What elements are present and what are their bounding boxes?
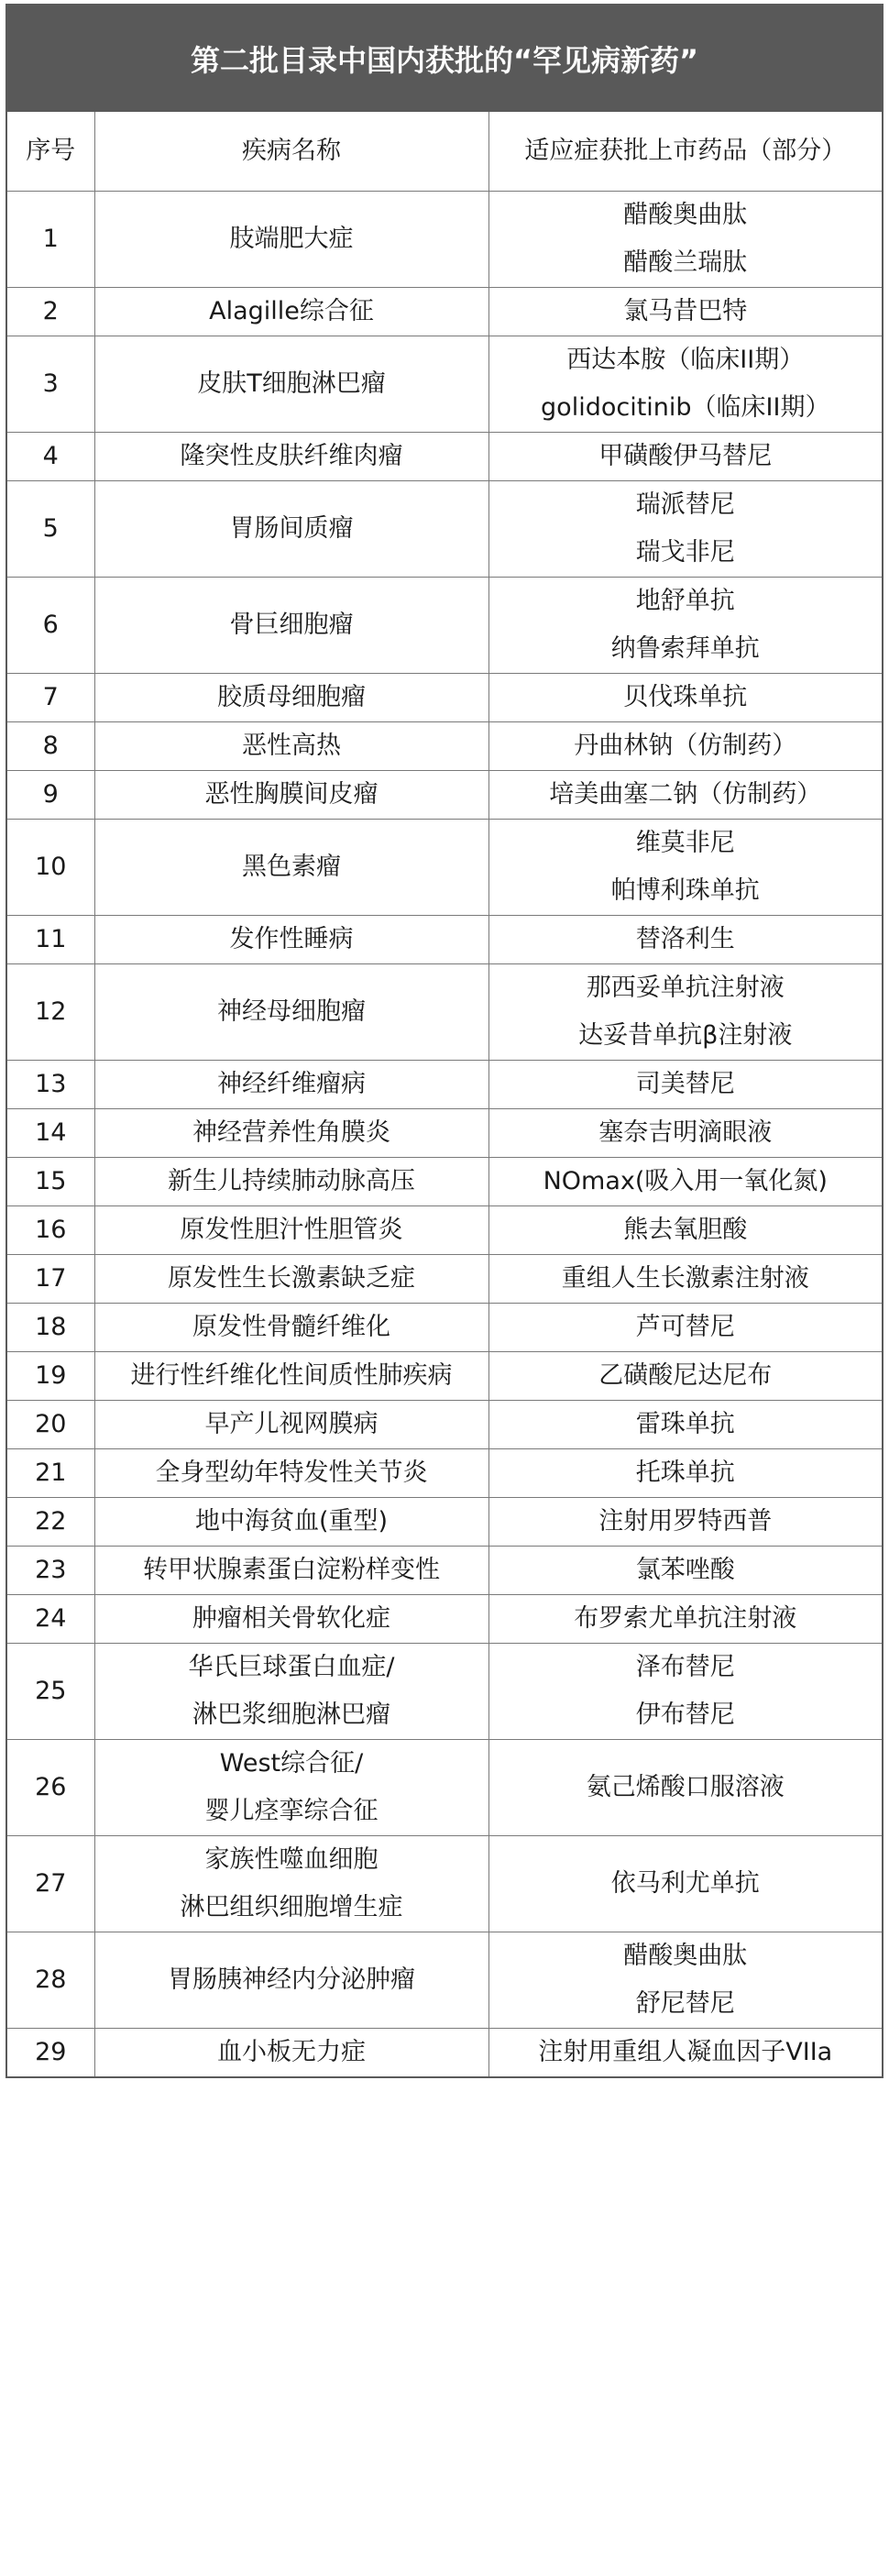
drug-name: 瑞派替尼 xyxy=(635,490,735,519)
row-number: 16 xyxy=(7,1206,94,1255)
approved-drugs-cell xyxy=(488,1932,882,2029)
row-number: 28 xyxy=(7,1932,94,2029)
disease-name: 胶质母细胞瘤 xyxy=(217,683,366,711)
disease-name-cell xyxy=(94,674,488,722)
drug-name: 培美曲塞二钠（仿制药） xyxy=(549,780,822,809)
approved-drugs-cell xyxy=(488,481,882,578)
table-row xyxy=(7,1352,882,1401)
row-number: 23 xyxy=(7,1547,94,1595)
drug-name: 乙磺酸尼达尼布 xyxy=(598,1361,773,1390)
disease-name: 转甲状腺素蛋白淀粉样变性 xyxy=(143,1556,440,1584)
disease-name-cell xyxy=(94,722,488,771)
disease-name-cell xyxy=(94,820,488,916)
disease-name-cell xyxy=(94,1304,488,1352)
approved-drugs-cell xyxy=(488,192,882,288)
approved-drugs-cell xyxy=(488,1401,882,1449)
disease-name-cell xyxy=(94,192,488,288)
approved-drugs-cell xyxy=(488,578,882,674)
table-row xyxy=(7,820,882,916)
row-number: 11 xyxy=(7,916,94,964)
drug-name: 重组人生长激素注射液 xyxy=(561,1264,809,1293)
table-row xyxy=(7,1932,882,2029)
table-row xyxy=(7,1206,882,1255)
drug-table xyxy=(7,112,882,2076)
row-number: 13 xyxy=(7,1061,94,1109)
drug-name: 伊布替尼 xyxy=(635,1701,735,1729)
disease-name: 发作性睡病 xyxy=(229,925,354,953)
disease-name: 恶性胸膜间皮瘤 xyxy=(204,780,379,809)
row-number: 5 xyxy=(7,481,94,578)
table-row xyxy=(7,722,882,771)
disease-name: 神经母细胞瘤 xyxy=(217,997,366,1026)
disease-name-cell xyxy=(94,1644,488,1740)
table-row xyxy=(7,1740,882,1836)
drug-name: 舒尼替尼 xyxy=(635,1989,735,2018)
table-row xyxy=(7,1836,882,1932)
drug-name: NOmax(吸入用一氧化氮) xyxy=(543,1167,828,1195)
header-disease-name: 疾病名称 xyxy=(94,112,488,192)
disease-name-cell xyxy=(94,964,488,1061)
drug-name: 注射用罗特西普 xyxy=(598,1507,773,1536)
table-row xyxy=(7,288,882,336)
disease-name: 家族性噬血细胞 xyxy=(204,1845,379,1874)
approved-drugs-cell xyxy=(488,1595,882,1644)
drug-name: 塞奈吉明滴眼液 xyxy=(598,1118,773,1147)
row-number: 19 xyxy=(7,1352,94,1401)
disease-name: 胃肠胰神经内分泌肿瘤 xyxy=(168,1965,415,1994)
drug-name: 醋酸奥曲肽 xyxy=(623,1942,748,1970)
drug-name: 醋酸兰瑞肽 xyxy=(623,248,748,277)
table-row xyxy=(7,1109,882,1158)
disease-name-cell xyxy=(94,433,488,481)
approved-drugs-cell xyxy=(488,1498,882,1547)
disease-name-cell xyxy=(94,1061,488,1109)
drug-name: 替洛利生 xyxy=(635,925,735,953)
row-number: 7 xyxy=(7,674,94,722)
disease-name-cell xyxy=(94,1401,488,1449)
approved-drugs-cell xyxy=(488,820,882,916)
drug-name: 纳鲁索拜单抗 xyxy=(610,634,760,663)
drug-name: 泽布替尼 xyxy=(635,1653,735,1681)
table-row xyxy=(7,1061,882,1109)
disease-name: Alagille综合征 xyxy=(209,297,374,325)
row-number: 10 xyxy=(7,820,94,916)
row-number: 27 xyxy=(7,1836,94,1932)
row-number: 9 xyxy=(7,771,94,820)
approved-drugs-cell xyxy=(488,1449,882,1498)
table-row xyxy=(7,1547,882,1595)
table-row xyxy=(7,1595,882,1644)
table-row xyxy=(7,1401,882,1449)
disease-name: 皮肤T细胞淋巴瘤 xyxy=(197,369,386,398)
table-row xyxy=(7,964,882,1061)
header-row xyxy=(7,112,882,192)
disease-name: 原发性胆汁性胆管炎 xyxy=(180,1216,403,1244)
approved-drugs-cell xyxy=(488,1109,882,1158)
approved-drugs-cell xyxy=(488,1061,882,1109)
approved-drugs-cell xyxy=(488,916,882,964)
row-number: 2 xyxy=(7,288,94,336)
disease-name-cell xyxy=(94,2029,488,2077)
table-row xyxy=(7,578,882,674)
disease-name-cell xyxy=(94,916,488,964)
table-row xyxy=(7,2029,882,2077)
table-body xyxy=(7,192,882,2077)
table-row xyxy=(7,1644,882,1740)
row-number: 3 xyxy=(7,336,94,433)
disease-name: 神经营养性角膜炎 xyxy=(192,1118,390,1147)
table-title: 第二批目录中国内获批的“罕见病新药” xyxy=(7,6,882,112)
table-row xyxy=(7,1449,882,1498)
row-number: 22 xyxy=(7,1498,94,1547)
disease-name: 新生儿持续肺动脉高压 xyxy=(168,1167,415,1195)
drug-name: 达妥昔单抗β注射液 xyxy=(578,1021,793,1050)
disease-name: 原发性生长激素缺乏症 xyxy=(168,1264,415,1293)
row-number: 18 xyxy=(7,1304,94,1352)
disease-name-cell xyxy=(94,1352,488,1401)
row-number: 21 xyxy=(7,1449,94,1498)
drug-name: 氨己烯酸口服溶液 xyxy=(586,1773,785,1801)
header-approved-drugs: 适应症获批上市药品（部分） xyxy=(488,112,882,192)
disease-name-cell xyxy=(94,578,488,674)
disease-name: 早产儿视网膜病 xyxy=(204,1410,379,1438)
table-row xyxy=(7,336,882,433)
disease-name-cell xyxy=(94,1109,488,1158)
drug-name: 注射用重组人凝血因子VIIa xyxy=(538,2038,833,2066)
table-row xyxy=(7,1158,882,1206)
row-number: 29 xyxy=(7,2029,94,2077)
disease-name: 全身型幼年特发性关节炎 xyxy=(155,1459,428,1487)
disease-name: 华氏巨球蛋白血症/ xyxy=(188,1653,395,1681)
row-number: 8 xyxy=(7,722,94,771)
row-number: 24 xyxy=(7,1595,94,1644)
disease-name-cell xyxy=(94,1158,488,1206)
approved-drugs-cell xyxy=(488,433,882,481)
disease-name-cell xyxy=(94,1836,488,1932)
table-row xyxy=(7,916,882,964)
disease-name-cell xyxy=(94,1595,488,1644)
row-number: 4 xyxy=(7,433,94,481)
row-number: 20 xyxy=(7,1401,94,1449)
approved-drugs-cell xyxy=(488,336,882,433)
approved-drugs-cell xyxy=(488,1255,882,1304)
drug-name: 雷珠单抗 xyxy=(635,1410,735,1438)
disease-name-cell xyxy=(94,1449,488,1498)
row-number: 6 xyxy=(7,578,94,674)
rare-disease-drug-table-card xyxy=(5,4,884,2078)
approved-drugs-cell xyxy=(488,771,882,820)
drug-name: 熊去氧胆酸 xyxy=(623,1216,748,1244)
header-number: 序号 xyxy=(7,112,94,192)
approved-drugs-cell xyxy=(488,674,882,722)
disease-name-cell xyxy=(94,1255,488,1304)
disease-name: 地中海贫血(重型) xyxy=(194,1507,389,1536)
disease-name: 原发性骨髓纤维化 xyxy=(192,1313,390,1341)
approved-drugs-cell xyxy=(488,1836,882,1932)
disease-name: 婴儿痉挛综合征 xyxy=(204,1797,379,1825)
table-row xyxy=(7,771,882,820)
approved-drugs-cell xyxy=(488,1352,882,1401)
disease-name-cell xyxy=(94,1932,488,2029)
table-row xyxy=(7,481,882,578)
drug-name: 甲磺酸伊马替尼 xyxy=(598,442,773,470)
row-number: 15 xyxy=(7,1158,94,1206)
table-row xyxy=(7,192,882,288)
disease-name: West综合征/ xyxy=(219,1749,364,1778)
disease-name: 肢端肥大症 xyxy=(229,225,354,253)
disease-name: 黑色素瘤 xyxy=(242,853,341,881)
approved-drugs-cell xyxy=(488,2029,882,2077)
disease-name-cell xyxy=(94,1206,488,1255)
drug-name: 丹曲林钠（仿制药） xyxy=(574,732,797,760)
drug-name: 氯马昔巴特 xyxy=(623,297,748,325)
disease-name: 进行性纤维化性间质性肺疾病 xyxy=(130,1361,453,1390)
drug-name: 贝伐珠单抗 xyxy=(623,683,748,711)
disease-name: 淋巴组织细胞增生症 xyxy=(180,1893,403,1921)
approved-drugs-cell xyxy=(488,1304,882,1352)
disease-name-cell xyxy=(94,771,488,820)
drug-name: 司美替尼 xyxy=(635,1070,735,1098)
disease-name: 恶性高热 xyxy=(242,732,341,760)
drug-name: 地舒单抗 xyxy=(635,587,735,615)
drug-name: 芦可替尼 xyxy=(635,1313,735,1341)
row-number: 17 xyxy=(7,1255,94,1304)
drug-name: 氯苯唑酸 xyxy=(635,1556,735,1584)
disease-name-cell xyxy=(94,1547,488,1595)
disease-name-cell xyxy=(94,336,488,433)
disease-name: 隆突性皮肤纤维肉瘤 xyxy=(180,442,403,470)
row-number: 26 xyxy=(7,1740,94,1836)
approved-drugs-cell xyxy=(488,1206,882,1255)
disease-name-cell xyxy=(94,288,488,336)
approved-drugs-cell xyxy=(488,722,882,771)
drug-name: 依马利尤单抗 xyxy=(610,1869,760,1898)
drug-name: golidocitinib（临床II期） xyxy=(541,393,830,422)
drug-name: 那西妥单抗注射液 xyxy=(586,974,785,1002)
row-number: 1 xyxy=(7,192,94,288)
approved-drugs-cell xyxy=(488,1158,882,1206)
drug-name: 醋酸奥曲肽 xyxy=(623,201,748,229)
approved-drugs-cell xyxy=(488,288,882,336)
drug-name: 瑞戈非尼 xyxy=(635,538,735,567)
disease-name: 肿瘤相关骨软化症 xyxy=(192,1604,390,1633)
drug-name: 帕博利珠单抗 xyxy=(610,876,760,905)
disease-name: 胃肠间质瘤 xyxy=(229,514,354,543)
disease-name: 神经纤维瘤病 xyxy=(217,1070,366,1098)
disease-name: 血小板无力症 xyxy=(217,2038,366,2066)
row-number: 12 xyxy=(7,964,94,1061)
row-number: 14 xyxy=(7,1109,94,1158)
table-row xyxy=(7,433,882,481)
approved-drugs-cell xyxy=(488,1644,882,1740)
approved-drugs-cell xyxy=(488,1547,882,1595)
disease-name: 骨巨细胞瘤 xyxy=(229,611,354,639)
drug-name: 西达本胺（临床II期） xyxy=(566,346,805,374)
drug-name: 布罗索尤单抗注射液 xyxy=(574,1604,797,1633)
drug-name: 维莫非尼 xyxy=(635,829,735,857)
table-row xyxy=(7,1304,882,1352)
disease-name-cell xyxy=(94,1498,488,1547)
table-row xyxy=(7,1255,882,1304)
drug-name: 托珠单抗 xyxy=(635,1459,735,1487)
disease-name-cell xyxy=(94,481,488,578)
table-row xyxy=(7,1498,882,1547)
table-row xyxy=(7,674,882,722)
approved-drugs-cell xyxy=(488,964,882,1061)
row-number: 25 xyxy=(7,1644,94,1740)
disease-name-cell xyxy=(94,1740,488,1836)
approved-drugs-cell xyxy=(488,1740,882,1836)
disease-name: 淋巴浆细胞淋巴瘤 xyxy=(192,1701,390,1729)
